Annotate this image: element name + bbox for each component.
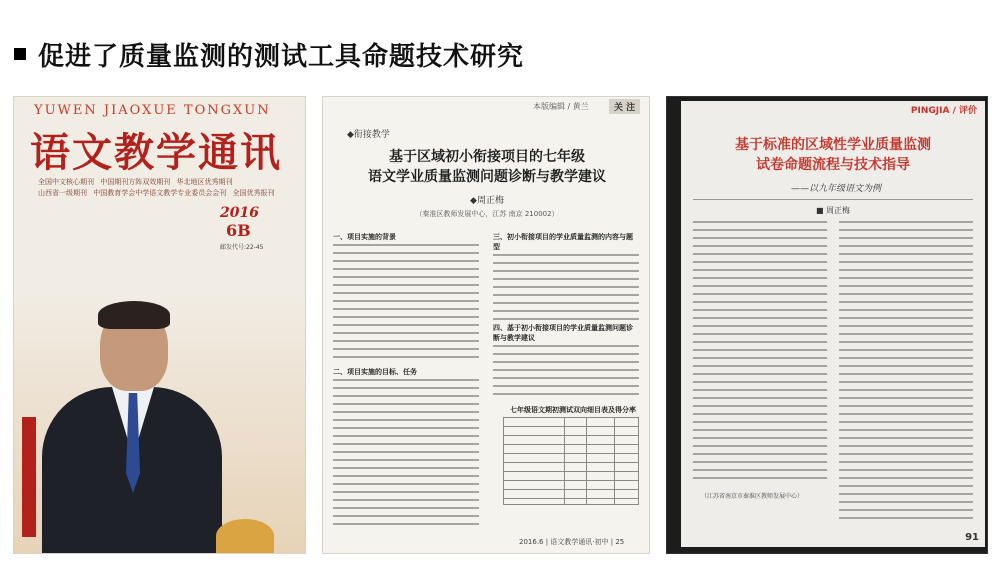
- article-section-heading: 四、基于初小衔接项目的学业质量监测问题诊断与教学建议: [493, 324, 633, 342]
- page-left-column: [693, 221, 827, 481]
- page-right-column: [839, 221, 973, 521]
- cover-tag: 全国优秀报刊: [232, 189, 275, 197]
- article-body-text: [333, 244, 479, 364]
- page-title-line: 基于标准的区域性学业质量监测: [735, 137, 931, 153]
- page-title-line: 试卷命题流程与技术指导: [756, 157, 910, 173]
- article-header: 本版编辑 / 黄兰: [533, 102, 589, 111]
- article-section-heading: 一、项目实施的背景: [333, 233, 396, 241]
- page-section-brand: PINGJIA / 评价: [910, 106, 977, 116]
- page-author: ■ 周正梅: [815, 206, 851, 215]
- article-affiliation: （秦淮区教师发展中心，江苏 南京 210002）: [415, 210, 559, 218]
- cover-issue: 6B: [226, 221, 251, 240]
- article-section-heading: 二、项目实施的目标、任务: [333, 368, 417, 376]
- article-section-heading: 三、初小衔接项目的学业质量监测的内容与题型: [493, 233, 633, 251]
- magazine-cover-photo: [13, 96, 306, 554]
- page-number: 91: [965, 532, 979, 543]
- journal-page: [681, 101, 985, 547]
- cover-year: 2016: [220, 205, 259, 221]
- article-author: ◆周正梅: [470, 196, 504, 206]
- page-affiliation: （江苏省南京市秦淮区教师发展中心）: [701, 493, 804, 500]
- page-body-text: [839, 221, 973, 521]
- journal-page-photo: [666, 96, 988, 554]
- page-title: [681, 135, 985, 175]
- cover-tags: [38, 177, 283, 199]
- slide-title: [14, 34, 524, 74]
- cover-tag: 中国教育学会中学语文教学专业委员会会刊: [93, 189, 227, 197]
- article-footer: 2016.6 | 语文教学通讯·初中 | 25: [519, 538, 625, 546]
- article-title-line: 语文学业质量监测问题诊断与教学建议: [368, 169, 606, 185]
- article-focus-label: 关 注: [609, 99, 640, 114]
- article-table-title: 七年级语文期初测试双向细目表及得分率: [510, 406, 636, 414]
- article-body-text: [493, 254, 639, 320]
- cover-masthead: 语文教学通讯: [30, 129, 282, 176]
- page-body-text: [693, 221, 827, 481]
- cover-side-band: [22, 417, 36, 537]
- page-divider: [693, 199, 973, 200]
- cover-tag: 中国期刊方阵双效期刊: [100, 178, 171, 186]
- slide-title-text: 促进了质量监测的测试工具命题技术研究: [38, 41, 525, 72]
- article-title-line: 基于区域初小衔接项目的七年级: [389, 149, 585, 165]
- cover-tag: 华北地区优秀期刊: [176, 178, 233, 186]
- cover-code: 邮发代号:22-45: [220, 244, 264, 251]
- article-column: ◆衔接教学: [347, 130, 390, 140]
- cover-tag: 全国中文核心期刊: [38, 178, 94, 186]
- article-title: [323, 147, 650, 187]
- cover-tag: 山西省一级期刊: [38, 189, 87, 197]
- article-body-text: [333, 379, 479, 529]
- cover-pinyin: YUWEN JIAOXUE TONGXUN: [34, 103, 271, 118]
- article-page-photo: [322, 96, 650, 554]
- article-left-column: [333, 229, 479, 529]
- article-body-text: [493, 345, 639, 401]
- article-table: [503, 417, 639, 505]
- cover-emblem-icon: [216, 519, 274, 553]
- article-right-column: [493, 229, 639, 401]
- page-subtitle: ——以九年级语文为例: [791, 184, 882, 194]
- title-bullet: [14, 48, 26, 60]
- cover-person-hair: [98, 301, 170, 329]
